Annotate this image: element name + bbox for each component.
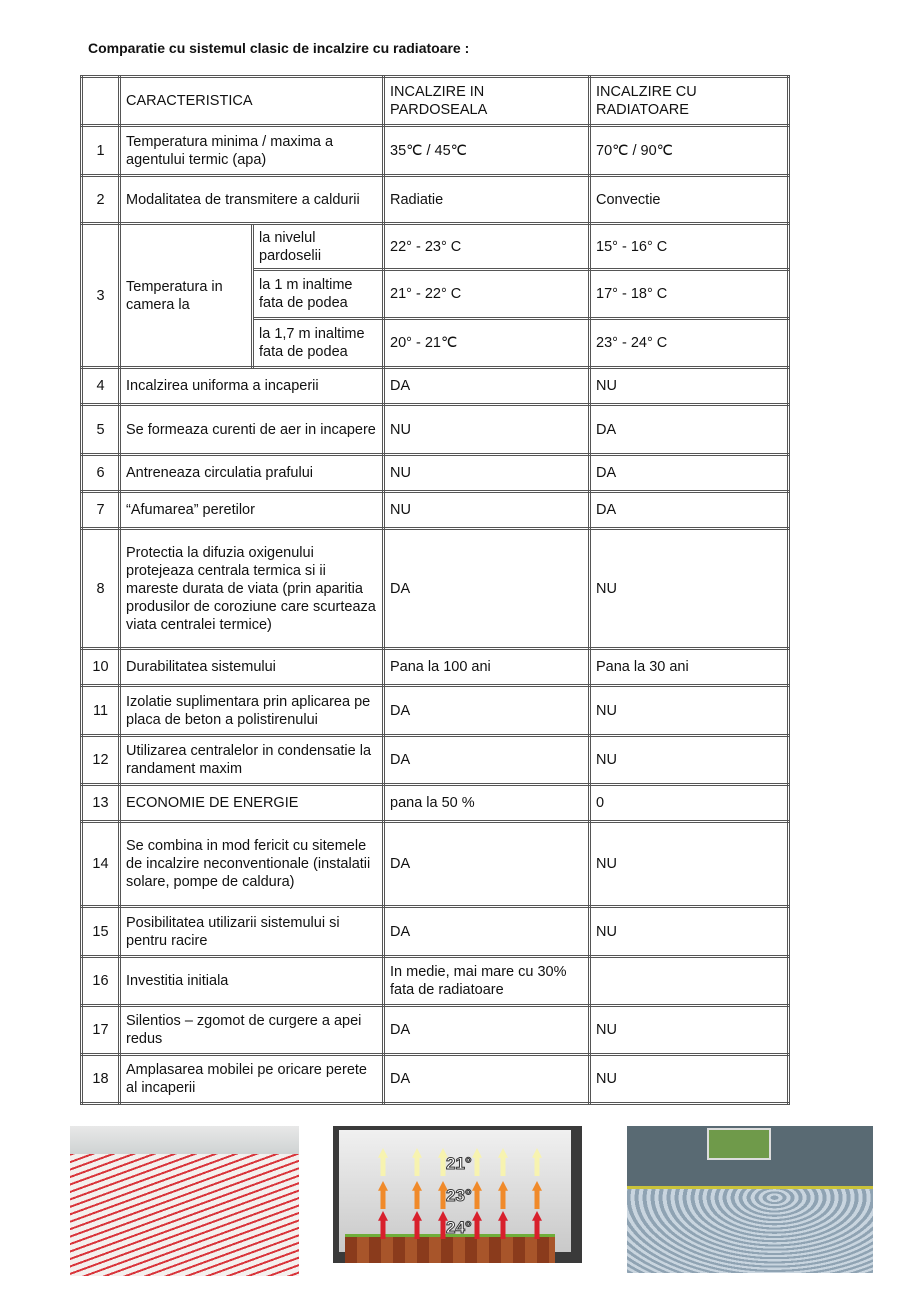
- value-radiatoare: NU: [590, 822, 789, 907]
- row-label: Silentios – zgomot de curgere a apei redus: [120, 1006, 384, 1055]
- value-pardoseala: 35℃ / 45℃: [384, 126, 590, 176]
- value-radiatoare: DA: [590, 405, 789, 455]
- header-caracteristica: CARACTERISTICA: [120, 77, 384, 126]
- value-pardoseala: 21° - 22° C: [384, 270, 590, 319]
- value-radiatoare: 15° - 16° C: [590, 224, 789, 270]
- value-radiatoare: DA: [590, 492, 789, 529]
- row-number: 16: [82, 957, 120, 1006]
- row-label: Durabilitatea sistemului: [120, 649, 384, 686]
- row-number: 14: [82, 822, 120, 907]
- value-radiatoare: Convectie: [590, 176, 789, 224]
- table-row: [82, 957, 789, 1006]
- row-number: 10: [82, 649, 120, 686]
- table-row: [82, 405, 789, 455]
- row-number: 5: [82, 405, 120, 455]
- value-radiatoare: NU: [590, 1055, 789, 1104]
- row-label: Izolatie suplimentara prin aplicarea pe placa de beton a polistirenului: [120, 686, 384, 736]
- table-row: [82, 822, 789, 907]
- value-pardoseala: DA: [384, 907, 590, 957]
- header-col2: INCALZIRE CU RADIATOARE: [590, 77, 789, 126]
- table-row: [82, 736, 789, 785]
- value-radiatoare: 17° - 18° C: [590, 270, 789, 319]
- row-label: Se formeaza curenti de aer in incapere: [120, 405, 384, 455]
- row-label: Utilizarea centralelor in condensatie la randament maxim: [120, 736, 384, 785]
- table-row: [82, 368, 789, 405]
- value-pardoseala: 20° - 21℃: [384, 319, 590, 368]
- value-radiatoare: NU: [590, 736, 789, 785]
- row-label: Antreneaza circulatia prafului: [120, 455, 384, 492]
- value-pardoseala: NU: [384, 492, 590, 529]
- sub-row-label: la 1,7 m inaltime fata de podea: [253, 319, 384, 368]
- value-pardoseala: Pana la 100 ani: [384, 649, 590, 686]
- table-row: [82, 1055, 789, 1104]
- value-pardoseala: In medie, mai mare cu 30% fata de radiatoare: [384, 957, 590, 1006]
- temp-label-23: 23°: [446, 1186, 472, 1205]
- table-row: [82, 455, 789, 492]
- row-label: Temperatura in camera la: [120, 224, 253, 368]
- table-row: [82, 686, 789, 736]
- value-pardoseala: Radiatie: [384, 176, 590, 224]
- value-pardoseala: NU: [384, 405, 590, 455]
- value-pardoseala: DA: [384, 368, 590, 405]
- row-label: Protectia la difuzia oxigenului protejeaza centrala termica si ii mareste durata de viata (prin aparitia produsilor de coroziune care scurteaza viata centralei termice): [120, 529, 384, 649]
- value-radiatoare: [590, 957, 789, 1006]
- table-row: [82, 224, 789, 270]
- row-label: “Afumarea” peretilor: [120, 492, 384, 529]
- row-label: ECONOMIE DE ENERGIE: [120, 785, 384, 822]
- table-header-row: [82, 77, 789, 126]
- row-label: Se combina in mod fericit cu sitemele de incalzire neconventionale (instalatii solare, pompe de caldura): [120, 822, 384, 907]
- table-row: [82, 785, 789, 822]
- row-number: 8: [82, 529, 120, 649]
- table-row: [82, 492, 789, 529]
- value-radiatoare: NU: [590, 1006, 789, 1055]
- value-pardoseala: DA: [384, 1055, 590, 1104]
- row-label: Incalzirea uniforma a incaperii: [120, 368, 384, 405]
- value-pardoseala: DA: [384, 1006, 590, 1055]
- row-number: 13: [82, 785, 120, 822]
- table-row: [82, 126, 789, 176]
- value-radiatoare: 70℃ / 90℃: [590, 126, 789, 176]
- value-pardoseala: DA: [384, 822, 590, 907]
- photo-floor-heating-pipes-insulation: [627, 1126, 873, 1273]
- value-radiatoare: NU: [590, 368, 789, 405]
- value-pardoseala: NU: [384, 455, 590, 492]
- value-radiatoare: NU: [590, 529, 789, 649]
- row-label: Modalitatea de transmitere a caldurii: [120, 176, 384, 224]
- row-label: Investitia initiala: [120, 957, 384, 1006]
- row-label: Amplasarea mobilei pe oricare perete al incaperii: [120, 1055, 384, 1104]
- row-label: Temperatura minima / maxima a agentului termic (apa): [120, 126, 384, 176]
- value-pardoseala: pana la 50 %: [384, 785, 590, 822]
- row-number: 11: [82, 686, 120, 736]
- row-number: 7: [82, 492, 120, 529]
- header-col1: INCALZIRE IN PARDOSEALA: [384, 77, 590, 126]
- value-radiatoare: DA: [590, 455, 789, 492]
- value-radiatoare: 0: [590, 785, 789, 822]
- header-num: [82, 77, 120, 126]
- row-number: 6: [82, 455, 120, 492]
- row-number: 2: [82, 176, 120, 224]
- row-number: 17: [82, 1006, 120, 1055]
- temp-label-21: 21°: [446, 1154, 472, 1173]
- table-row: [82, 907, 789, 957]
- diagram-floor-heating-temperatures: [333, 1126, 582, 1263]
- comparison-table: [80, 75, 790, 1105]
- table-row: [82, 529, 789, 649]
- row-number: 1: [82, 126, 120, 176]
- sub-row-label: la nivelul pardoselii: [253, 224, 384, 270]
- page-title: Comparatie cu sistemul clasic de incalzire cu radiatoare :: [88, 40, 470, 56]
- value-pardoseala: DA: [384, 529, 590, 649]
- value-pardoseala: DA: [384, 736, 590, 785]
- table-row: [82, 1006, 789, 1055]
- table-row: [82, 649, 789, 686]
- row-number: 18: [82, 1055, 120, 1104]
- sub-row-label: la 1 m inaltime fata de podea: [253, 270, 384, 319]
- row-number: 12: [82, 736, 120, 785]
- value-radiatoare: NU: [590, 686, 789, 736]
- row-number: 4: [82, 368, 120, 405]
- row-number: 15: [82, 907, 120, 957]
- row-number: 3: [82, 224, 120, 368]
- photo-floor-heating-red-pipes: [70, 1126, 299, 1276]
- value-radiatoare: NU: [590, 907, 789, 957]
- row-label: Posibilitatea utilizarii sistemului si pentru racire: [120, 907, 384, 957]
- value-pardoseala: DA: [384, 686, 590, 736]
- value-radiatoare: Pana la 30 ani: [590, 649, 789, 686]
- table-row: [82, 176, 789, 224]
- value-pardoseala: 22° - 23° C: [384, 224, 590, 270]
- value-radiatoare: 23° - 24° C: [590, 319, 789, 368]
- temp-label-24: 24°: [446, 1218, 472, 1237]
